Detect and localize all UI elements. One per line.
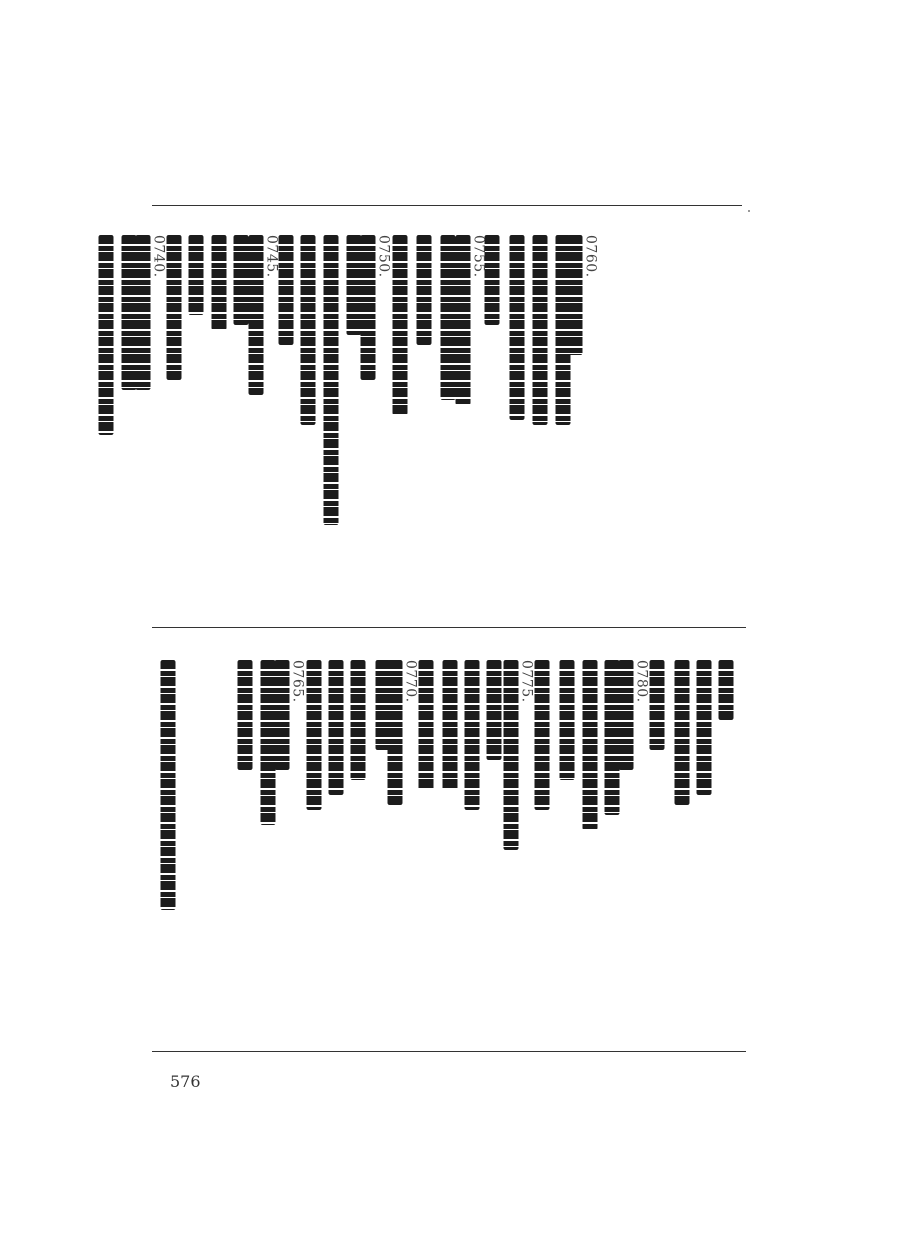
verse-line [275,660,306,770]
mongolian-script-line [393,235,408,415]
verse-line [351,660,366,780]
mongolian-script-line [212,235,227,330]
verse-line [605,660,620,815]
verse-line [136,235,167,390]
verse-line [583,660,598,830]
mongolian-script-line [238,660,253,770]
mongolian-script-line [279,235,294,345]
mongolian-script-line [560,660,575,780]
verse-line [485,235,500,325]
page-number: 576 [170,1072,201,1091]
verse-line [560,660,575,780]
verse-line [376,660,391,750]
section-divider-rule [152,627,746,628]
verse-line [441,235,456,400]
verse-number: 0765. [289,660,306,703]
mongolian-script-line [697,660,712,795]
header-rule [152,205,742,206]
mongolian-script-line [307,660,322,810]
mongolian-script-line [161,660,176,910]
mongolian-script-line [301,235,316,425]
verse-number: 0775. [518,660,535,703]
mongolian-script-line [535,660,550,810]
verse-line [122,235,137,390]
verse-line [419,660,434,790]
verse-line [697,660,712,795]
verse-line [456,235,487,405]
mongolian-script-line [376,660,391,750]
verse-number: 0750. [375,235,392,278]
verse-line [234,235,249,325]
mongolian-script-line [324,235,339,525]
verse-line [307,660,322,810]
mongolian-script-line [650,660,665,750]
mongolian-script-line [487,660,502,760]
verse-line [619,660,650,770]
verse-line [301,235,316,425]
verse-number: 0755. [470,235,487,278]
verse-line [719,660,734,720]
mongolian-script-line [351,660,366,780]
verse-line [324,235,339,525]
verse-line [361,235,392,380]
verse-line [238,660,253,770]
verse-line [675,660,690,805]
verse-line [556,235,571,425]
mongolian-script-line [443,660,458,790]
mongolian-script-line [347,235,362,335]
mongolian-script-line [99,235,114,435]
verse-line [161,660,176,910]
verse-line [417,235,432,345]
verse-line [510,235,525,420]
mongolian-script-line [504,660,519,850]
mongolian-script-line [675,660,690,805]
mongolian-script-line [361,235,376,380]
mongolian-script-line [417,235,432,345]
verse-line [568,235,599,355]
mongolian-script-line [510,235,525,420]
scan-speck [748,210,750,212]
verse-line [393,235,408,415]
mongolian-script-line [719,660,734,720]
mongolian-script-line [456,235,471,405]
verse-line [261,660,276,825]
mongolian-script-line [136,235,151,390]
mongolian-script-line [122,235,137,390]
verse-line [443,660,458,790]
verse-line [465,660,480,810]
verse-line [650,660,665,750]
verse-line [167,235,182,380]
verse-line [388,660,419,805]
verse-number: 0745. [263,235,280,278]
verse-line [535,660,550,810]
mongolian-script-line [249,235,264,395]
mongolian-script-line [533,235,548,425]
verse-line [99,235,114,435]
mongolian-script-line [556,235,571,425]
mongolian-script-line [419,660,434,790]
mongolian-script-line [261,660,276,825]
verse-line [249,235,280,395]
verse-line [347,235,362,335]
mongolian-script-line [275,660,290,770]
upper-text-block [150,235,750,615]
mongolian-script-line [583,660,598,830]
verse-number: 0760. [582,235,599,278]
lower-text-block [150,660,750,1040]
verse-number: 0740. [150,235,167,278]
verse-line [189,235,204,315]
footer-rule [152,1051,746,1052]
verse-line [533,235,548,425]
verse-line [212,235,227,330]
mongolian-script-line [605,660,620,815]
verse-number: 0770. [402,660,419,703]
mongolian-script-line [189,235,204,315]
mongolian-script-line [441,235,456,400]
mongolian-script-line [619,660,634,770]
verse-line [279,235,294,345]
verse-line [487,660,502,760]
mongolian-script-line [329,660,344,795]
verse-line [329,660,344,795]
verse-number: 0780. [633,660,650,703]
mongolian-script-line [465,660,480,810]
mongolian-script-line [234,235,249,325]
verse-line [504,660,535,850]
mongolian-script-line [167,235,182,380]
mongolian-script-line [485,235,500,325]
